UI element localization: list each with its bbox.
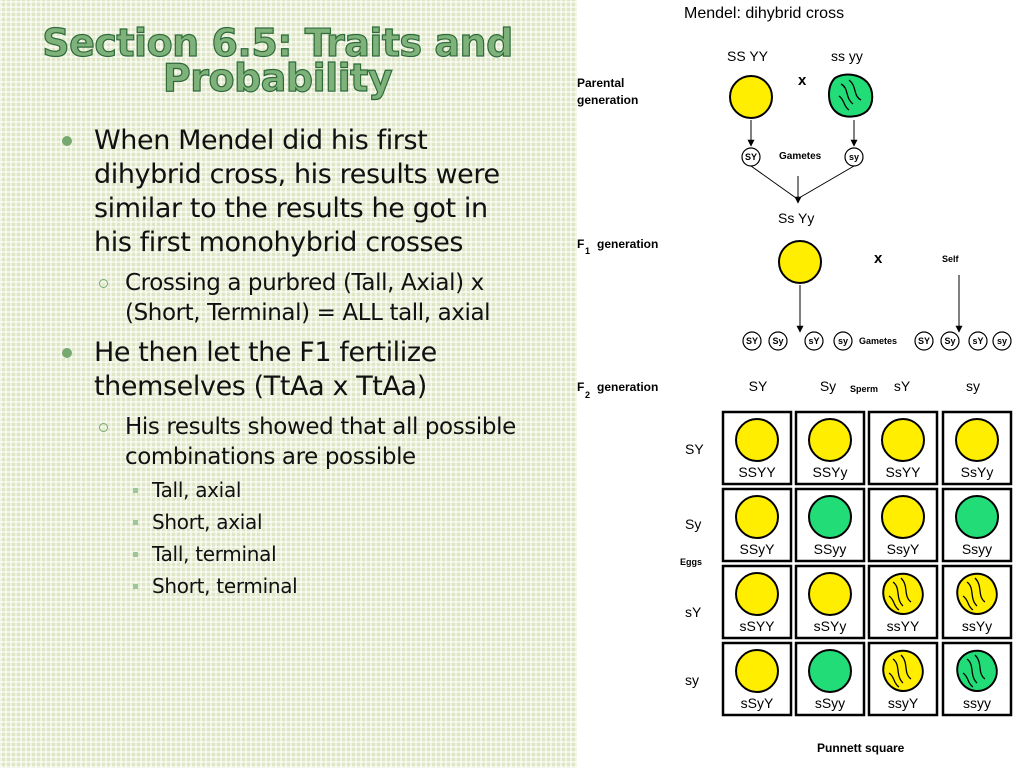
yellow-round-pea-icon (736, 496, 778, 538)
f1-label-sub: 1 (585, 246, 591, 256)
green-wrinkled-pea-icon (957, 651, 997, 691)
sub-sub-bullet-text: Tall, terminal (152, 542, 277, 566)
punnett-cell-genotype: Ssyy (961, 541, 993, 557)
bullet-square-icon (133, 520, 138, 525)
punnett-cell (943, 412, 1011, 484)
punnett-cell (796, 489, 864, 561)
punnett-cell (943, 643, 1011, 715)
punnett-cell-genotype: SSyy (813, 541, 847, 557)
slide-title-line-2: Probability (162, 56, 393, 100)
punnett-square (723, 412, 1011, 715)
punnett-cell-genotype: sSYY (739, 618, 775, 634)
f1-gamete-label: sY (808, 336, 820, 346)
punnett-cell (796, 643, 864, 715)
sub-bullet-text: Crossing a purbred (Tall, Axial) x (Short, Terminal) = ALL tall, axial (125, 270, 491, 326)
punnett-cell (943, 566, 1011, 638)
punnett-row-header: sY (685, 604, 702, 620)
bullet-item (62, 124, 532, 260)
punnett-row-header: Sy (685, 516, 702, 532)
bullet-text: When Mendel did his first dihybrid cross, his results were similar to the results he got in his first monohybrid crosses (94, 125, 500, 258)
bullet-ring-icon (99, 279, 108, 288)
punnett-cell-genotype: SsyY (886, 541, 920, 557)
diagram-title: Mendel: dihybrid cross (684, 5, 845, 22)
punnett-cell (869, 566, 937, 638)
sub-bullet-text: His results showed that all possible combinations are possible (125, 414, 516, 470)
sperm-label: Sperm (850, 384, 879, 394)
punnett-cell (723, 412, 791, 484)
slide-title-line-1: Section 6.5: Traits and (42, 21, 513, 65)
yellow-round-pea-icon (882, 419, 924, 461)
yellow-round-pea-icon (882, 496, 924, 538)
sub-sub-bullet-item (125, 570, 532, 602)
yellow-round-pea-icon (809, 573, 851, 615)
f1-label-suffix: generation (597, 237, 659, 251)
punnett-cell (869, 412, 937, 484)
f2-label-sub: 2 (585, 390, 591, 400)
self-label: Self (942, 254, 959, 264)
punnett-square-label: Punnett square (817, 741, 905, 755)
f1-gamete-label: sY (972, 336, 984, 346)
f1-gametes-right (915, 332, 1011, 350)
gametes-label: Gametes (779, 151, 822, 162)
punnett-cell-genotype: sSYy (813, 618, 847, 634)
green-round-pea-icon (956, 496, 998, 538)
punnett-cell-genotype: SSYy (812, 464, 848, 480)
punnett-cell-genotype: sSyy (814, 695, 846, 711)
punnett-cell-genotype: SSYY (738, 464, 776, 480)
punnett-cell (723, 489, 791, 561)
yellow-round-pea-icon (736, 650, 778, 692)
sub-bullet-item (94, 268, 532, 328)
bullet-list (62, 124, 532, 602)
punnett-cell (723, 566, 791, 638)
sub-sub-bullet-item (125, 538, 532, 570)
sub-bullet-item (94, 412, 532, 472)
bullet-item (62, 336, 532, 404)
f1-gamete-label: Sy (944, 336, 956, 346)
gamete-label: sy (848, 152, 860, 162)
punnett-cell (869, 489, 937, 561)
f1-gamete-label: sy (837, 336, 849, 346)
punnett-column-header: sY (893, 378, 911, 394)
punnett-cell-genotype: ssYy (961, 618, 993, 634)
yellow-wrinkled-pea-icon (883, 651, 923, 691)
yellow-round-pea-icon (956, 419, 998, 461)
gamete-label: SY (744, 152, 758, 162)
punnett-cell-genotype: ssyY (887, 695, 919, 711)
f1-label-prefix: F (577, 237, 585, 251)
yellow-wrinkled-pea-icon (883, 574, 923, 614)
parental-label-line-2: generation (577, 93, 639, 107)
f1-gametes-left (743, 332, 852, 350)
punnett-column-header: Sy (819, 378, 837, 394)
punnett-cell (723, 643, 791, 715)
punnett-column-header: SY (748, 378, 768, 394)
f1-yellow-round-pea-icon (779, 241, 821, 283)
yellow-round-pea-icon (736, 573, 778, 615)
bullet-square-icon (133, 552, 138, 557)
parental-label-line-1: Parental (577, 76, 625, 90)
parent-2-genotype: ss yy (831, 48, 863, 64)
cross-symbol: x (798, 72, 807, 89)
punnett-cell (869, 643, 937, 715)
sub-sub-bullet-item (125, 506, 532, 538)
bullet-square-icon (133, 584, 138, 589)
punnett-cell (796, 412, 864, 484)
punnett-column-header: sy (966, 378, 980, 394)
bullet-dot-icon (62, 136, 72, 146)
punnett-cell-genotype: SSyY (739, 541, 775, 557)
yellow-wrinkled-pea-icon (957, 574, 997, 614)
parent-1-genotype: SS YY (727, 48, 768, 64)
yellow-round-pea-icon (736, 419, 778, 461)
punnett-cell-genotype: SsYy (960, 464, 994, 480)
punnett-cell-genotype: ssYY (886, 618, 920, 634)
punnett-row-header: sy (685, 672, 699, 688)
slide-title (0, 21, 555, 100)
f1-gametes-label: Gametes (859, 336, 898, 346)
sub-sub-bullet-item (125, 474, 532, 506)
sub-sub-bullet-text: Short, terminal (152, 574, 298, 598)
bullet-text: He then let the F1 fertilize themselves (TtAa x TtAa) (94, 337, 437, 402)
punnett-cell (943, 489, 1011, 561)
punnett-row-header: SY (685, 441, 704, 457)
punnett-cell-genotype: SsYY (885, 464, 921, 480)
f1-cross-symbol: x (874, 250, 883, 267)
punnett-cell-genotype: sSyY (740, 695, 774, 711)
bullet-ring-icon (99, 423, 108, 432)
green-round-pea-icon (809, 650, 851, 692)
green-round-pea-icon (809, 496, 851, 538)
eggs-label: Eggs (680, 557, 703, 567)
f2-label-suffix: generation (597, 380, 659, 394)
parent-1-yellow-round-pea-icon (730, 76, 772, 118)
sub-sub-bullet-text: Short, axial (152, 510, 263, 534)
f1-gamete-label: Sy (772, 336, 784, 346)
sub-sub-bullet-text: Tall, axial (152, 478, 242, 502)
f1-gamete-label: SY (917, 336, 931, 346)
punnett-cell-genotype: ssyy (963, 695, 991, 711)
f1-genotype: Ss Yy (778, 210, 815, 226)
f2-label-prefix: F (577, 380, 585, 394)
f1-gamete-label: SY (745, 336, 759, 346)
yellow-round-pea-icon (809, 419, 851, 461)
f1-gamete-label: sy (996, 336, 1008, 346)
dihybrid-cross-diagram (577, 0, 1024, 768)
bullet-dot-icon (62, 348, 72, 358)
bullet-square-icon (133, 488, 138, 493)
parent-2-green-wrinkled-pea-icon (829, 75, 872, 117)
punnett-cell (796, 566, 864, 638)
